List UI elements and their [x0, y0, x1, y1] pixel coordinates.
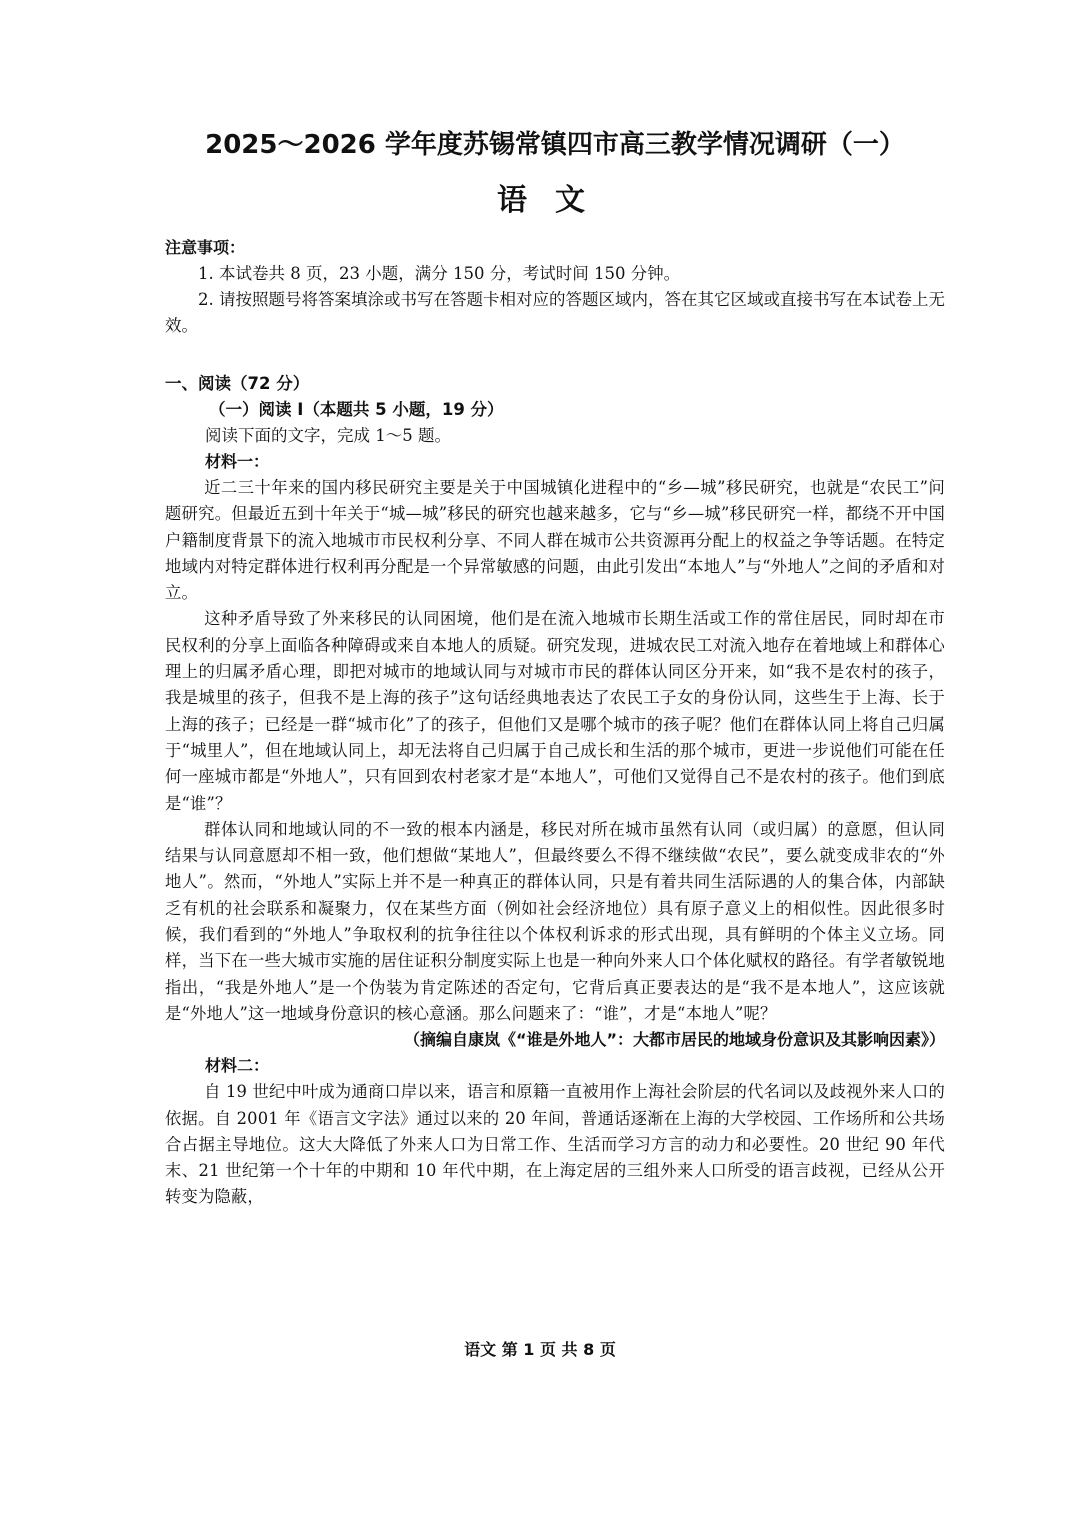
material-1-paragraph: 群体认同和地域认同的不一致的根本内涵是，移民对所在城市虽然有认同（或归属）的意愿，但认同结果与认同意愿却不相一致，他们想做“某地人”，但最终要么不得不继续做“农民”，要么就变成非农的“外地人”。然而，“外地人”实际上并不是一种真正的群体认同，只是有着共同生活际遇的人的集合体，内部缺乏有机的社会联系和凝聚力，仅在某些方面（例如社会经济地位）具有原子意义上的相似性。因此很多时候，我们看到的“外地人”争取权利的抗争往往以个体权利诉求的形式出现，具有鲜明的个体主义立场。同样，当下在一些大城市实施的居住证积分制度实际上也是一种向外来人口个体化赋权的路径。有学者敏锐地指出，“我是外地人”是一个伪装为肯定陈述的否定句，它背后真正要表达的是“我不是本地人”，这应该就是“外地人”这一地域身份意识的核心意涵。那么问题来了：“谁”，才是“本地人”呢？ — [165, 819, 945, 1023]
material-1-paragraph: 近二三十年来的国内移民研究主要是关于中国城镇化进程中的“乡—城”移民研究，也就是“农民工”问题研究。但最近五到十年关于“城—城”移民的研究也越来越多，它与“乡—城”移民研究一样，都绕不开中国户籍制度背景下的流入地城市市民权利分享、不同人群在城市公共资源再分配上的权益之争等话题。在特定地域内对特定群体进行权利再分配是一个异常敏感的问题，由此引发出“本地人”与“外地人”之间的矛盾和对立。 — [165, 478, 945, 603]
material-1-label: 材料一： — [205, 452, 270, 471]
subject-title: 语文 — [497, 183, 613, 218]
material-1-source: （摘编自康岚《“谁是外地人”：大都市居民的地域身份意识及其影响因素》） — [403, 1030, 945, 1050]
material-1-paragraph: 这种矛盾导致了外来移民的认同困境，他们是在流入地城市长期生活或工作的常住居民，同时却在市民权利的分享上面临各种障碍或来自本地人的质疑。研究发现，进城农民工对流入地存在着地域上和群体心理上的归属矛盾心理，即把对城市的地域认同与对城市市民的群体认同区分开来，如“我不是农村的孩子，我是城里的孩子，但我不是上海的孩子”这句话经典地表达了农民工子女的身份认同，这些生于上海、长于上海的孩子；已经是一群“城市化”了的孩子，但他们又是哪个城市的孩子呢？他们在群体认同上将自己归属于“城里人”，但在地域认同上，却无法将自己归属于自己成长和生活的那个城市，更进一步说他们可能在任何一座城市都是“外地人”，只有回到农村老家才是“本地人”，可他们又觉得自己不是农村的孩子。他们到底是“谁”？ — [165, 609, 945, 813]
notice-label: 注意事项： — [165, 238, 246, 257]
notice-item-1: 1. 本试卷共 8 页，23 小题，满分 150 分，考试时间 150 分钟。 — [198, 264, 681, 283]
exam-title: 2025～2026 学年度苏锡常镇四市高三教学情况调研（一） — [205, 130, 905, 160]
exam-page — [165, 125, 945, 1211]
section-heading: 一、阅读（72 分） — [165, 374, 310, 393]
notice-item-2: 2. 请按照题号将答案填涂或书写在答题卡相对应的答题区域内，答在其它区域或直接书写在本试卷上无效。 — [165, 290, 945, 335]
material-2-paragraph: 自 19 世纪中叶成为通商口岸以来，语言和原籍一直被用作上海社会阶层的代名词以及歧视外来人口的依据。自 2001 年《语言文字法》通过以来的 20 年间，普通话逐渐在上海的大学校园、工作场所和公共场合占据主导地位。这大大降低了外来人口为日常工作、生活而学习方言的动力和必要性。20 世纪 90 年代末、21 世纪第一个十年的中期和 10 年代中期，在上海定居的三组外来人口所受的语言歧视，已经从公开转变为隐蔽， — [165, 1082, 945, 1207]
subsection-heading: （一）阅读 I（本题共 5 小题，19 分） — [209, 400, 504, 419]
material-2-label: 材料二： — [205, 1056, 270, 1076]
page-footer: 语文 第 1 页 共 8 页 — [464, 1340, 616, 1359]
reading-instruction: 阅读下面的文字，完成 1～5 题。 — [205, 426, 451, 445]
